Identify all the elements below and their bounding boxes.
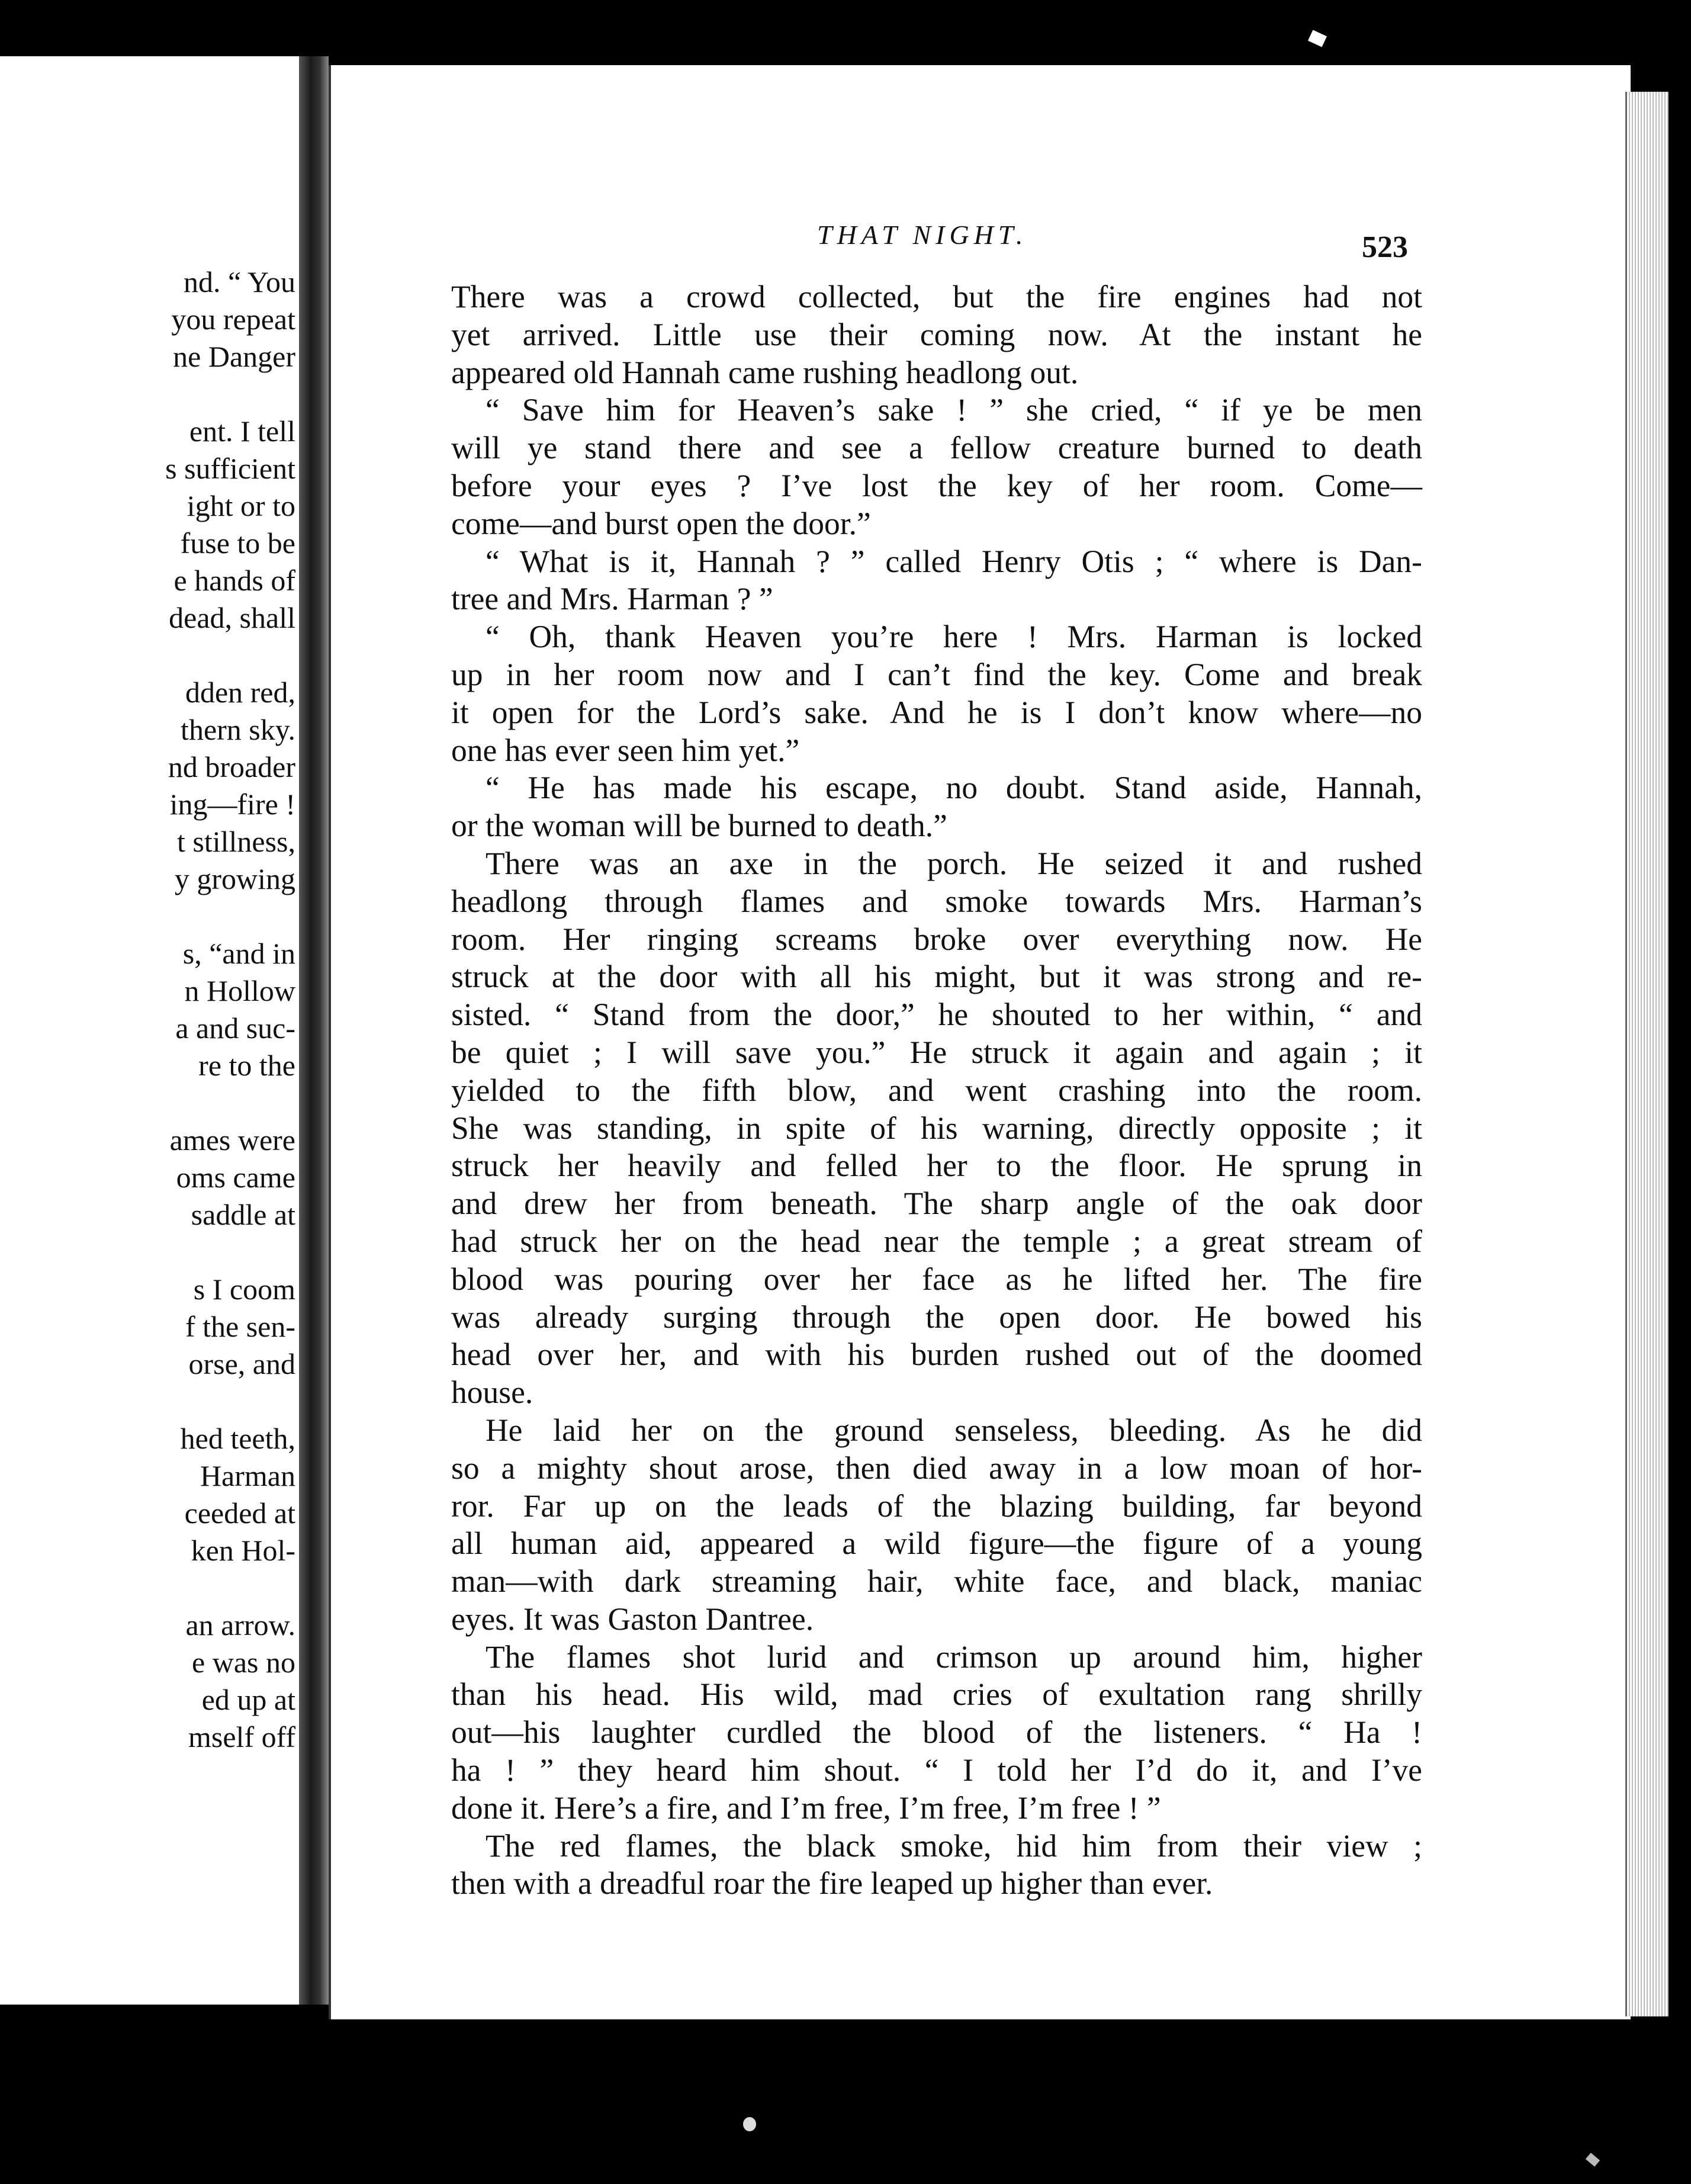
scan-speck: [743, 2117, 756, 2131]
text-line: He laid her on the ground senseless, bleeding. As he did: [486, 1412, 1422, 1448]
body-text: [451, 278, 1422, 1903]
facing-text-line: [0, 1234, 295, 1271]
text-line: up in her room now and I can’t find the key. Come and break: [451, 656, 1422, 692]
text-line: tree and Mrs. Harman ? ”: [451, 581, 773, 617]
facing-text-line: t stillness,: [176, 825, 295, 858]
text-line: She was standing, in spite of his warning, directly opposite ; it: [451, 1110, 1422, 1146]
facing-text-line: ne Danger: [173, 340, 295, 373]
text-line: house.: [451, 1374, 533, 1411]
facing-text-line: s, “and in: [182, 937, 295, 970]
facing-text-line: ing—fire !: [169, 788, 295, 821]
text-line: before your eyes ? I’ve lost the key of her room. Come—: [451, 467, 1422, 503]
text-line: was already surging through the open door. He bowed his: [451, 1299, 1422, 1335]
text-line: or the woman will be burned to death.”: [451, 808, 947, 844]
facing-text-line: dead, shall: [169, 601, 295, 634]
facing-text-line: ames were: [169, 1123, 295, 1157]
text-line: so a mighty shout arose, then died away in a low moan of hor-: [451, 1450, 1422, 1486]
text-line: The flames shot lurid and crimson up around him, higher: [486, 1639, 1422, 1675]
facing-text-line: thern sky.: [181, 713, 295, 746]
facing-page-left: [0, 56, 303, 2005]
facing-text-line: s I coom: [193, 1273, 295, 1306]
text-line: The red flames, the black smoke, hid him from their view ;: [486, 1828, 1422, 1864]
facing-text-line: ent. I tell: [189, 415, 295, 448]
text-line: be quiet ; I will save you.” He struck it again and again ; it: [451, 1034, 1422, 1070]
text-line: come—and burst open the door.”: [451, 505, 871, 541]
text-line: had struck her on the head near the temple ; a great stream of: [451, 1223, 1422, 1259]
facing-text-line: [0, 1383, 295, 1420]
facing-text-line: n Hollow: [184, 974, 295, 1007]
facing-text-line: f the sen-: [185, 1310, 295, 1343]
text-line: There was a crowd collected, but the fire engines had not: [451, 279, 1422, 314]
facing-text-line: hed teeth,: [180, 1422, 295, 1455]
facing-text-line: orse, and: [188, 1347, 295, 1380]
text-line: out—his laughter curdled the blood of the listeners. “ Ha !: [451, 1714, 1422, 1751]
text-line: than his head. His wild, mad cries of exultation rang shrilly: [451, 1676, 1422, 1713]
facing-text-line: [0, 1084, 295, 1122]
facing-page-text: [0, 264, 295, 1756]
page-edges: [1625, 92, 1669, 2016]
text-line: sisted. “ Stand from the door,” he shouted to her within, “ and: [451, 997, 1422, 1033]
facing-text-line: [0, 898, 295, 935]
text-line: head over her, and with his burden rushed out of the doomed: [451, 1337, 1422, 1373]
facing-text-line: y growing: [174, 862, 295, 895]
text-line: eyes. It was Gaston Dantree.: [451, 1601, 814, 1637]
text-line: headlong through flames and smoke towards Mrs. Harman’s: [451, 883, 1422, 919]
facing-text-line: nd. “ You: [184, 265, 295, 298]
facing-text-line: you repeat: [171, 303, 295, 336]
running-head: THAT NIGHT.: [817, 220, 1028, 250]
text-line: will ye stand there and see a fellow creature burned to death: [451, 430, 1422, 466]
facing-text-line: ken Hol-: [191, 1534, 295, 1567]
text-line: struck at the door with all his might, but it was strong and re-: [451, 959, 1422, 995]
facing-text-line: an arrow.: [185, 1608, 295, 1642]
text-line: yielded to the fifth blow, and went crashing into the room.: [451, 1072, 1422, 1108]
facing-text-line: [0, 637, 295, 674]
text-line: “ Oh, thank Heaven you’re here ! Mrs. Harman is locked: [486, 619, 1422, 655]
facing-text-line: saddle at: [191, 1198, 295, 1231]
facing-text-line: ight or to: [187, 489, 295, 522]
text-line: man—with dark streaming hair, white face, and black, maniac: [451, 1563, 1422, 1600]
facing-text-line: [0, 1569, 295, 1607]
text-line: There was an axe in the porch. He seized it and rushed: [486, 845, 1422, 881]
text-line: “ Save him for Heaven’s sake ! ” she cried, “ if ye be men: [486, 392, 1422, 428]
text-line: “ What is it, Hannah ? ” called Henry Otis ; “ where is Dan-: [486, 543, 1422, 579]
book-gutter: [299, 56, 329, 2005]
facing-text-line: fuse to be: [180, 526, 295, 560]
scan-speck: [1586, 2153, 1600, 2167]
facing-text-line: [0, 375, 295, 413]
scan-speck: [1308, 30, 1327, 47]
text-line: yet arrived. Little use their coming now. At the instant he: [451, 316, 1422, 352]
text-line: blood was pouring over her face as he lifted her. The fire: [451, 1261, 1422, 1297]
text-line: then with a dreadful roar the fire leaped up higher than ever.: [451, 1865, 1213, 1902]
facing-text-line: a and suc-: [175, 1011, 295, 1045]
facing-text-line: e hands of: [173, 564, 295, 597]
facing-text-line: oms came: [176, 1161, 295, 1194]
text-line: ha ! ” they heard him shout. “ I told her I’d do it, and I’ve: [451, 1752, 1422, 1788]
facing-text-line: mself off: [188, 1720, 295, 1753]
text-line: and drew her from beneath. The sharp angle of the oak door: [451, 1186, 1422, 1222]
facing-text-line: nd broader: [168, 750, 295, 783]
facing-text-line: s sufficient: [165, 452, 295, 485]
facing-text-line: Harman: [200, 1459, 295, 1492]
facing-text-line: re to the: [198, 1049, 295, 1082]
facing-text-line: ceeded at: [184, 1496, 295, 1530]
text-line: it open for the Lord’s sake. And he is I don’t know where—no: [451, 694, 1422, 730]
text-line: done it. Here’s a fire, and I’m free, I’m free, I’m free ! ”: [451, 1790, 1161, 1826]
page-number: 523: [1362, 230, 1408, 264]
text-line: one has ever seen him yet.”: [451, 732, 800, 768]
text-line: all human aid, appeared a wild figure—the figure of a young: [451, 1525, 1422, 1562]
text-line: struck her heavily and felled her to the floor. He sprung in: [451, 1148, 1422, 1184]
facing-text-line: ed up at: [201, 1683, 295, 1716]
facing-text-line: dden red,: [185, 676, 295, 709]
text-line: “ He has made his escape, no doubt. Stand aside, Hannah,: [486, 770, 1422, 806]
text-line: room. Her ringing screams broke over everything now. He: [451, 921, 1422, 957]
text-line: ror. Far up on the leads of the blazing building, far beyond: [451, 1488, 1422, 1524]
text-line: appeared old Hannah came rushing headlong out.: [451, 354, 1079, 390]
facing-text-line: e was no: [192, 1646, 295, 1679]
